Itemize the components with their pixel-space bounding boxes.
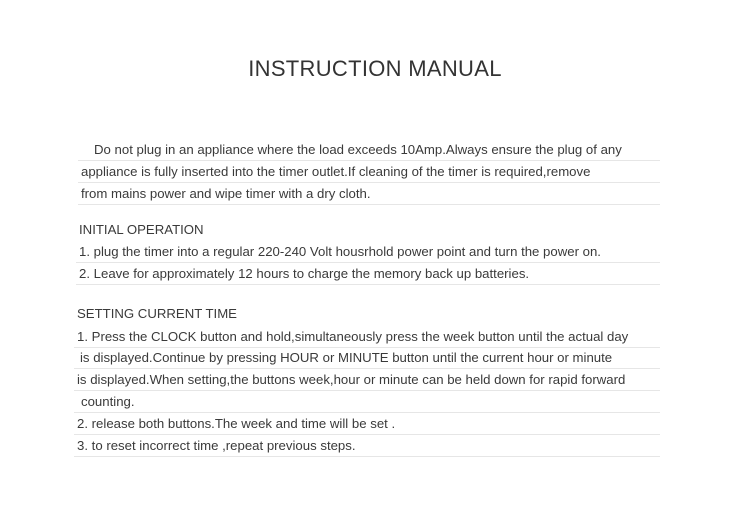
setting-time-line: is displayed.Continue by pressing HOUR or MINUTE button until the current hour or minute [74,348,660,369]
setting-time-line: 3. to reset incorrect time ,repeat previous steps. [74,436,660,457]
setting-time-line: is displayed.When setting,the buttons week,hour or minute can be held down for rapid forward [74,370,660,391]
section-heading-initial-operation: INITIAL OPERATION [79,222,204,237]
intro-line: from mains power and wipe timer with a dry cloth. [78,184,660,205]
setting-time-line: 1. Press the CLOCK button and hold,simultaneously press the week button until the actual day [74,327,660,348]
intro-line: Do not plug in an appliance where the load exceeds 10Amp.Always ensure the plug of any [78,140,660,161]
setting-time-line: counting. [74,392,660,413]
initial-operation-line: 2. Leave for approximately 12 hours to charge the memory back up batteries. [76,264,660,285]
setting-time-line: 2. release both buttons.The week and time will be set . [74,414,660,435]
intro-line: appliance is fully inserted into the timer outlet.If cleaning of the timer is required,remove [78,162,660,183]
initial-operation-line: 1. plug the timer into a regular 220-240 Volt housrhold power point and turn the power on. [76,242,660,263]
section-heading-setting-current-time: SETTING CURRENT TIME [77,306,237,321]
page-title: INSTRUCTION MANUAL [248,56,502,81]
